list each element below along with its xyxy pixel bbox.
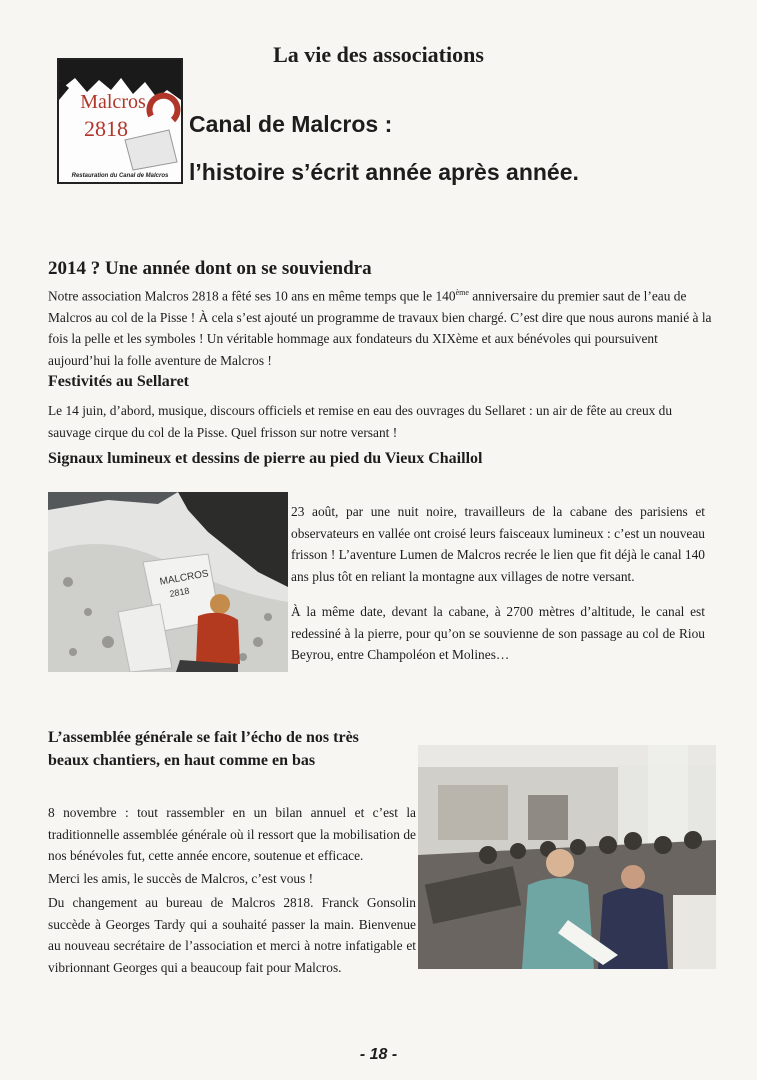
heading-assemblee-line-1: L’assemblée générale se fait l’écho de nos très [48, 729, 359, 746]
photo-assemblee-scene [418, 745, 716, 969]
heading-signaux: Signaux lumineux et dessins de pierre au pied du Vieux Chaillol [48, 450, 483, 467]
text: Notre association Malcros 2818 a fêté ses 10 ans en même temps que le 140 [48, 288, 456, 304]
paragraph-assemblee-3: Du changement au bureau de Malcros 2818. Franck Gonsolin succède à Georges Tardy qui a souhaité passer la main. Bienvenue au nouveau secrétaire de l’association et merci à notre infatigable et vibrionnant Georges qui a beaucoup fait pour Malcros. [48, 895, 416, 975]
text: anniversaire du premier saut de l’eau de Malcros au col de la Pisse ! À cela s’est ajouté un programme de travaux bien chargé. C’est dire que nous aurons manié à la fois la pelle et les symboles ! Un véritable hommage aux fondateurs du XIXème et aux bénévoles qui poursuivent aujourd’hui la folle aventure de Malcros ! [48, 288, 712, 368]
malcros-logo [57, 58, 183, 184]
photo-sign-text-line-2: 2818 [168, 585, 191, 600]
logo-subtitle: Restauration du Canal de Malcros [71, 173, 169, 179]
paragraph-signaux-1: 23 août, par une nuit noire, travailleurs de la cabane des parisiens et observateurs en vallée ont croisé leurs faisceaux lumineux : c’est un nouveau frisson ! L’aventure Lumen de Malcros recrée le lien que fit déjà le canal 140 ans plus tôt en reliant la montagne aux villages de notre versant. [291, 504, 705, 584]
paragraph-assemblee-2: Merci les amis, le succès de Malcros, c’est vous ! [48, 871, 314, 886]
photo-stone-drawing [48, 492, 288, 672]
heading-2014: 2014 ? Une année dont on se souviendra [48, 258, 372, 279]
article-title-line-2: l’histoire s’écrit année après année. [189, 159, 579, 185]
paragraph-festivites: Le 14 juin, d’abord, musique, discours officiels et remise en eau des ouvrages du Sellaret : un air de fête au creux du sauvage cirque du col de la Pisse. Quel frisson sur notre versant ! [48, 403, 673, 440]
paragraph-assemblee-1: 8 novembre : tout rassembler en un bilan annuel et c’est la traditionnelle assemblée générale où il ressort que la mobilisation de nos bénévoles fut, cette année encore, soutenue et efficace. [48, 805, 416, 863]
photo-sign-text-line-1: MALCROS [158, 568, 210, 588]
paragraph-signaux-2: À la même date, devant la cabane, à 2700 mètres d’altitude, le canal est redessiné à la pierre, pour qu’on se souvienne de son passage au col de Riou Beyrou, entre Champoléon et Molines… [291, 604, 705, 662]
superscript: ème [455, 288, 469, 297]
heading-assemblee-line-2: beaux chantiers, en haut comme en bas [48, 752, 316, 769]
photo-stone-drawing-scene [48, 492, 288, 672]
photo-assemblee [418, 745, 716, 969]
logo-number: 2818 [84, 116, 128, 141]
article-title-line-1: Canal de Malcros : [189, 111, 393, 137]
page-number: - 18 - [359, 1046, 398, 1063]
section-rubric: La vie des associations [273, 42, 484, 67]
logo-name: Malcros [80, 91, 146, 113]
paragraph-2014 [48, 282, 712, 371]
heading-festivites: Festivités au Sellaret [48, 373, 190, 390]
